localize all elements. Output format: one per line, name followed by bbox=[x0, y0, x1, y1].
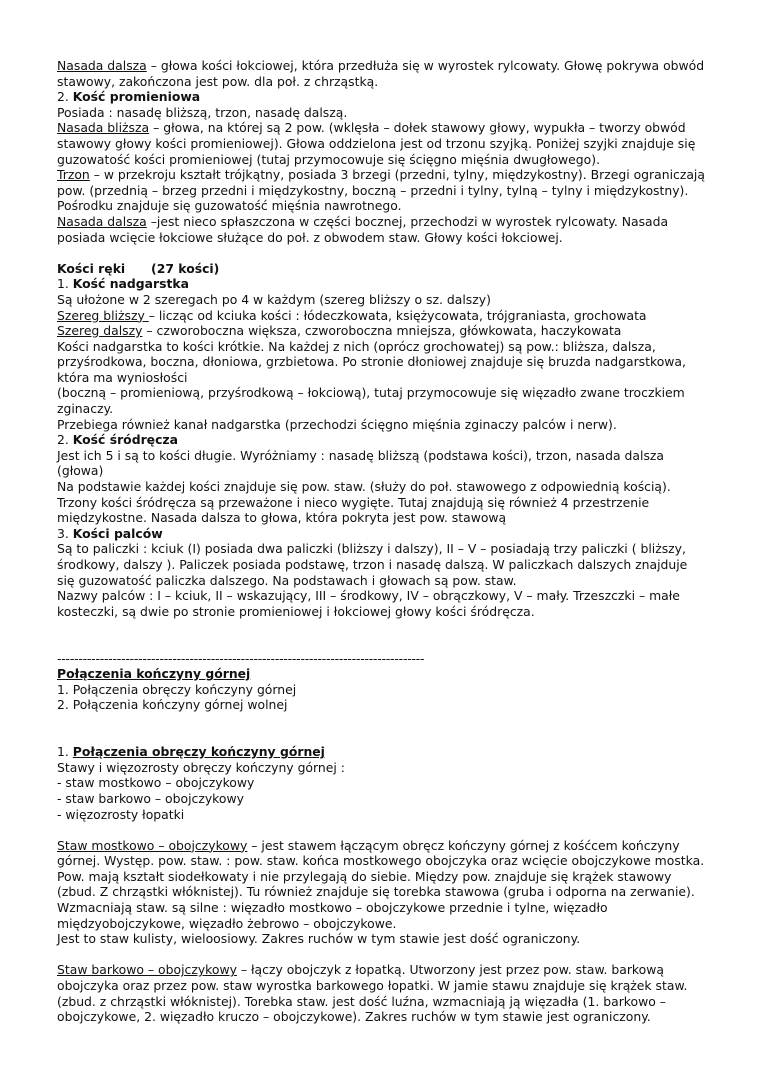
heading-number: 1. bbox=[57, 744, 73, 760]
paragraph-text: – czworoboczna większa, czworoboczna mniejsza, główkowata, haczykowata bbox=[142, 323, 622, 339]
spacer bbox=[57, 245, 707, 261]
paragraph-nasada-blizsza bbox=[57, 120, 707, 167]
spacer bbox=[57, 822, 707, 838]
paragraph-siodelkowaty: Pow. mają kształt siodełkowaty i nie przylegają do siebie. Między pow. znajduje się krążek stawowy (zbud. Z chrząstki włóknistej). Tu również znajduje się torebka stawowa (gruba i odporna na zerwanie). Wzmacniają staw. są silne : więzadło mostkowo – obojczykowe przednie i tylne, więzadło międzyobojczykowe, więzadło żebrowo – obojczykowe. bbox=[57, 868, 695, 931]
paragraph-jest-ich-5: Jest ich 5 i są to kości długie. Wyróżniamy : nasadę bliższą (podstawa kości), trzon, nasada dalsza (głowa) bbox=[57, 447, 665, 479]
paragraph-nasada-dalsza-lokciowa bbox=[57, 58, 707, 89]
paragraph-szereg-dalszy bbox=[57, 323, 707, 339]
heading-number: 2. bbox=[57, 432, 73, 448]
heading-title: Kość nadgarstka bbox=[72, 276, 189, 292]
paragraph-nazwy-palcow: Nazwy palców : I – kciuk, II – wskazujący, III – środkowy, IV – obrączkowy, V – mały. Trzeszczki – małe kosteczki, są dwie po stronie promieniowej i łokciowej głowy kości śródręcza. bbox=[57, 588, 680, 619]
paragraph-text: – głowa, na której są 2 pow. (wklęsła – dołek stawowy głowy, wypukła – tworzy obwód stawowy głowy kości promieniowej). Głowa oddzielona jest od trzonu szyjką. Poniżej szyjki znajduje się guzowatość kości promieniowej (tutaj przymocowuje się ścięgno mięśnia dwugłowego). bbox=[57, 120, 696, 167]
heading-kosc-srodrecza bbox=[57, 432, 707, 448]
list-item: - staw mostkowo – obojczykowy bbox=[57, 775, 255, 791]
paragraph-trzony: Trzony kości śródręcza są przeważone i nieco wygięte. Tutaj znajdują się również 4 przestrzenie międzykostne. Nasada dalsza to głowa, która pokryta jest pow. stawową bbox=[57, 494, 650, 526]
section-title-polaczenia: Połączenia kończyny górnej bbox=[57, 666, 251, 682]
heading-number: 2. bbox=[57, 89, 73, 105]
heading-kosc-nadgarstka bbox=[57, 276, 707, 292]
section-title-kosci-reki bbox=[57, 261, 707, 277]
document-page bbox=[57, 58, 707, 1025]
spacer bbox=[57, 947, 707, 963]
paragraph-posiada: Posiada : nasadę bliższą, trzon, nasadę dalszą. bbox=[57, 104, 348, 120]
section-title-text: Kości ręki (27 kości) bbox=[57, 260, 220, 276]
paragraph-podstawie: Na podstawie każdej kości znajduje się pow. staw. (służy do poł. stawowego z odpowiednią kością). bbox=[57, 479, 671, 495]
term-staw-barkowo: Staw barkowo – obojczykowy bbox=[57, 962, 237, 978]
heading-polaczenia-obreczy bbox=[57, 744, 707, 760]
paragraph-staw-barkowo bbox=[57, 962, 707, 1024]
heading-title: Kość promieniowa bbox=[72, 89, 201, 105]
paragraph-text: – głowa kości łokciowej, która przedłuża się w wyrostek rylcowaty. Głowę pokrywa obwód stawowy, zakończona jest pow. dla poł. z chrząstką. bbox=[57, 58, 705, 89]
heading-number: 1. bbox=[57, 276, 73, 292]
heading-title: Kość śródręcza bbox=[72, 432, 178, 448]
heading-number: 3. bbox=[57, 525, 73, 541]
paragraph-paliczki: Są to paliczki : kciuk (I) posiada dwa paliczki (bliższy i dalszy), II – V – posiadają trzy paliczki ( bliższy, środkowy, dalszy ). Paliczek posiada podstawę, trzon i nasadę dalszą. W paliczkach dalszych znajduje się guzowatość paliczka dalszego. Na podstawach i głowach są pow. staw. bbox=[57, 541, 688, 588]
term-szereg-dalszy: Szereg dalszy bbox=[57, 323, 143, 339]
term-szereg-blizszy: Szereg bliższy bbox=[57, 307, 149, 323]
paragraph-ulozone: Są ułożone w 2 szeregach po 4 w każdym (szereg bliższy o sz. dalszy) bbox=[57, 291, 491, 307]
paragraph-text: – w przekroju kształt trójkątny, posiada 3 brzegi (przedni, tylny, międzykostny). Brzegi ograniczają pow. (przednią – brzeg przedni i międzykostny, boczną – przedni i tylny, tylną – tylny i międzykostny). Pośrodku znajduje się guzowatość mięśnia nawrotnego. bbox=[57, 167, 705, 214]
paragraph-kosci-krotkie: Kości nadgarstka to kości krótkie. Na każdej z nich (oprócz grochowatej) są pow.: bliższa, dalsza, przyśrodkowa, boczna, dłoniowa, grzbietowa. Po stronie dłoniowej znajduje się bruzda nadgarstkowa, która ma wyniosłości bbox=[57, 338, 686, 385]
paragraph-szereg-blizszy bbox=[57, 308, 707, 324]
term-staw-mostkowo: Staw mostkowo – obojczykowy bbox=[57, 837, 248, 853]
paragraph-stawy: Stawy i więzozrosty obręczy kończyny górnej : bbox=[57, 759, 345, 775]
paragraph-text: –jest nieco spłaszczona w części bocznej, przechodzi w wyrostek rylcowaty. Nasada posiada wcięcie łokciowe służące do poł. z obwodem staw. Głowy kości łokciowej. bbox=[57, 213, 669, 245]
paragraph-trzon bbox=[57, 167, 707, 214]
list-item: - więzozrosty łopatki bbox=[57, 806, 185, 822]
spacer bbox=[57, 713, 707, 744]
heading-kosc-promieniowa bbox=[57, 89, 707, 105]
paragraph-text: – jest stawem łączącym obręcz kończyny górnej z kośćcem kończyny górnej. Występ. pow. staw. : pow. staw. końca mostkowego obojczyka oraz wcięcie obojczykowe mostka. bbox=[57, 837, 705, 869]
heading-title: Kości palców bbox=[72, 525, 163, 541]
term-nasada-dalsza: Nasada dalsza bbox=[57, 58, 147, 73]
list-item: 2. Połączenia kończyny górnej wolnej bbox=[57, 697, 288, 713]
term-trzon: Trzon bbox=[57, 167, 90, 183]
paragraph-kulisty: Jest to staw kulisty, wieloosiowy. Zakres ruchów w tym stawie jest dość ograniczony. bbox=[57, 931, 581, 947]
term-nasada-dalsza: Nasada dalsza bbox=[57, 213, 147, 229]
list-item: 1. Połączenia obręczy kończyny górnej bbox=[57, 681, 297, 697]
heading-kosci-palcow bbox=[57, 526, 707, 542]
spacer bbox=[57, 619, 707, 650]
paragraph-kanal: Przebiega również kanał nadgarstka (przechodzi ścięgno mięśnia zginaczy palców i nerw). bbox=[57, 416, 617, 432]
paragraph-staw-mostkowo bbox=[57, 838, 707, 869]
term-nasada-blizsza: Nasada bliższa bbox=[57, 120, 150, 136]
paragraph-boczna: (boczną – promieniową, przyśrodkową – łokciową), tutaj przymocowuje się więzadło zwane troczkiem zginaczy. bbox=[57, 385, 685, 417]
paragraph-nasada-dalsza-promieniowa bbox=[57, 214, 707, 245]
paragraph-text: – łączy obojczyk z łopatką. Utworzony jest przez pow. staw. barkową obojczyka oraz przez pow. staw wyrostka barkowego łopatki. W jamie stawu znajduje się krążek staw. (zbud. z chrząstki włóknistej). Torebka staw. jest dość luźna, wzmacniają ją więzadła (1. barkowo – obojczykowe, 2. więzadło kruczo – obojczykowe). Zakres ruchów w tym stawie jest ograniczony. bbox=[57, 962, 688, 1025]
paragraph-text: – licząc od kciuka kości : łódeczkowata, księżycowata, trójgraniasta, grochowata bbox=[148, 307, 647, 323]
list-item: - staw barkowo – obojczykowy bbox=[57, 790, 244, 806]
heading-title: Połączenia obręczy kończyny górnej bbox=[72, 744, 325, 760]
horizontal-dash-rule: -------------------------------------------------------------------------------------- bbox=[57, 650, 425, 666]
